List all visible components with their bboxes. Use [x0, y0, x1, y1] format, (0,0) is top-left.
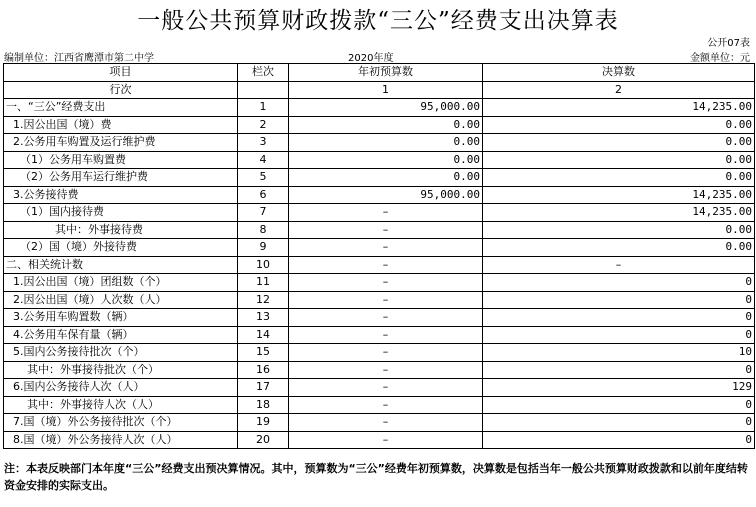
row-final-value: – [483, 256, 755, 274]
col-header-budget: 年初预算数 [289, 64, 483, 82]
row-line-no: 4 [238, 151, 289, 169]
table-row [4, 134, 755, 152]
row-item-name: 6.国内公务接待人次（人） [4, 379, 238, 397]
row-budget-value: 0.00 [289, 116, 483, 134]
expense-table [3, 63, 755, 449]
table-row [4, 99, 755, 117]
row-item-name: 2.因公出国（境）人次数（人） [4, 291, 238, 309]
row-line-no: 19 [238, 414, 289, 432]
table-row [4, 221, 755, 239]
row-budget-value: 0.00 [289, 151, 483, 169]
row-budget-value: – [289, 344, 483, 362]
row-final-value: 14,235.00 [483, 99, 755, 117]
row-budget-value: – [289, 431, 483, 449]
row-final-value: 0 [483, 396, 755, 414]
row-budget-value: 95,000.00 [289, 186, 483, 204]
row-line-no: 7 [238, 204, 289, 222]
row-line-no: 12 [238, 291, 289, 309]
row-budget-value: – [289, 239, 483, 257]
row-item-name: 其中：外事接待人次（人） [4, 396, 238, 414]
col-header-final: 决算数 [483, 64, 755, 82]
row-item-name: （1）公务用车购置费 [4, 151, 238, 169]
header-row [4, 64, 755, 82]
row-line-no: 16 [238, 361, 289, 379]
row-item-name: 8.国（境）外公务接待人次（人） [4, 431, 238, 449]
form-number: 公开07表 [707, 38, 750, 49]
row-final-value: 0.00 [483, 151, 755, 169]
row-item-name: 3.公务接待费 [4, 186, 238, 204]
row-line-no: 1 [238, 99, 289, 117]
table-row [4, 309, 755, 327]
row-budget-value: – [289, 291, 483, 309]
row-item-name: 4.公务用车保有量（辆） [4, 326, 238, 344]
col-header-item: 项目 [4, 64, 238, 82]
row-budget-value: – [289, 221, 483, 239]
row-line-no: 2 [238, 116, 289, 134]
row-final-value: 0 [483, 274, 755, 292]
compiling-unit: 编制单位：江西省鹰潭市第二中学 [4, 53, 154, 64]
table-row [4, 344, 755, 362]
table-row [4, 239, 755, 257]
col-header-no: 栏次 [238, 64, 289, 82]
row-budget-value: – [289, 361, 483, 379]
row-line-no: 15 [238, 344, 289, 362]
row-item-name: （1）国内接待费 [4, 204, 238, 222]
table-row [4, 151, 755, 169]
table-row [4, 256, 755, 274]
table-row [4, 116, 755, 134]
row-item-name: 3.公务用车购置数（辆） [4, 309, 238, 327]
row-line-no: 20 [238, 431, 289, 449]
table-row [4, 326, 755, 344]
footnote: 注：本表反映部门本年度“三公”经费支出预决算情况。其中，预算数为“三公”经费年初预算数，决算数是包括当年一般公共预算财政拨款和以前年度结转资金安排的实际支出。 [4, 462, 748, 492]
row-budget-value: – [289, 396, 483, 414]
row-final-value: 10 [483, 344, 755, 362]
row-line-no: 18 [238, 396, 289, 414]
seq-label: 行次 [4, 81, 238, 99]
seq-budget: 1 [289, 81, 483, 99]
page-title: 一般公共预算财政拨款“三公”经费支出决算表 [137, 8, 619, 34]
row-item-name: （2）公务用车运行维护费 [4, 169, 238, 187]
row-item-name: 7.国（境）外公务接待批次（个） [4, 414, 238, 432]
table-row [4, 361, 755, 379]
row-final-value: 0 [483, 361, 755, 379]
row-item-name: 5.国内公务接待批次（个） [4, 344, 238, 362]
row-item-name: 一、“三公”经费支出 [4, 99, 238, 117]
table-row [4, 414, 755, 432]
row-line-no: 5 [238, 169, 289, 187]
row-final-value: 0.00 [483, 221, 755, 239]
row-final-value: 0 [483, 291, 755, 309]
row-final-value: 0.00 [483, 116, 755, 134]
row-line-no: 13 [238, 309, 289, 327]
row-line-no: 10 [238, 256, 289, 274]
row-final-value: 0 [483, 309, 755, 327]
table-row [4, 431, 755, 449]
row-final-value: 0.00 [483, 169, 755, 187]
table-row [4, 186, 755, 204]
row-budget-value: – [289, 326, 483, 344]
seq-empty [238, 81, 289, 99]
row-budget-value: – [289, 274, 483, 292]
row-item-name: （2）国（境）外接待费 [4, 239, 238, 257]
row-line-no: 11 [238, 274, 289, 292]
row-budget-value: 0.00 [289, 134, 483, 152]
row-item-name: 其中：外事接待费 [4, 221, 238, 239]
row-budget-value: – [289, 379, 483, 397]
table-row [4, 291, 755, 309]
row-final-value: 0 [483, 326, 755, 344]
row-budget-value: 95,000.00 [289, 99, 483, 117]
row-item-name: 1.因公出国（境）费 [4, 116, 238, 134]
row-budget-value: – [289, 204, 483, 222]
row-item-name: 2.公务用车购置及运行维护费 [4, 134, 238, 152]
row-budget-value: – [289, 309, 483, 327]
row-budget-value: 0.00 [289, 169, 483, 187]
row-budget-value: – [289, 414, 483, 432]
row-final-value: 0 [483, 431, 755, 449]
row-final-value: 14,235.00 [483, 204, 755, 222]
row-final-value: 14,235.00 [483, 186, 755, 204]
table-row [4, 379, 755, 397]
row-line-no: 6 [238, 186, 289, 204]
table-row [4, 396, 755, 414]
seq-final: 2 [483, 81, 755, 99]
amount-unit: 金额单位：元 [690, 53, 750, 64]
row-final-value: 0.00 [483, 134, 755, 152]
row-final-value: 129 [483, 379, 755, 397]
row-item-name: 二、相关统计数 [4, 256, 238, 274]
row-line-no: 3 [238, 134, 289, 152]
row-item-name: 其中：外事接待批次（个） [4, 361, 238, 379]
row-line-no: 9 [238, 239, 289, 257]
seq-row [4, 81, 755, 99]
table-row [4, 169, 755, 187]
row-final-value: 0 [483, 414, 755, 432]
row-line-no: 17 [238, 379, 289, 397]
row-budget-value: – [289, 256, 483, 274]
row-final-value: 0.00 [483, 239, 755, 257]
table-row [4, 204, 755, 222]
table-row [4, 274, 755, 292]
fiscal-year: 2020年度 [348, 53, 394, 64]
row-line-no: 14 [238, 326, 289, 344]
row-line-no: 8 [238, 221, 289, 239]
row-item-name: 1.因公出国（境）团组数（个） [4, 274, 238, 292]
